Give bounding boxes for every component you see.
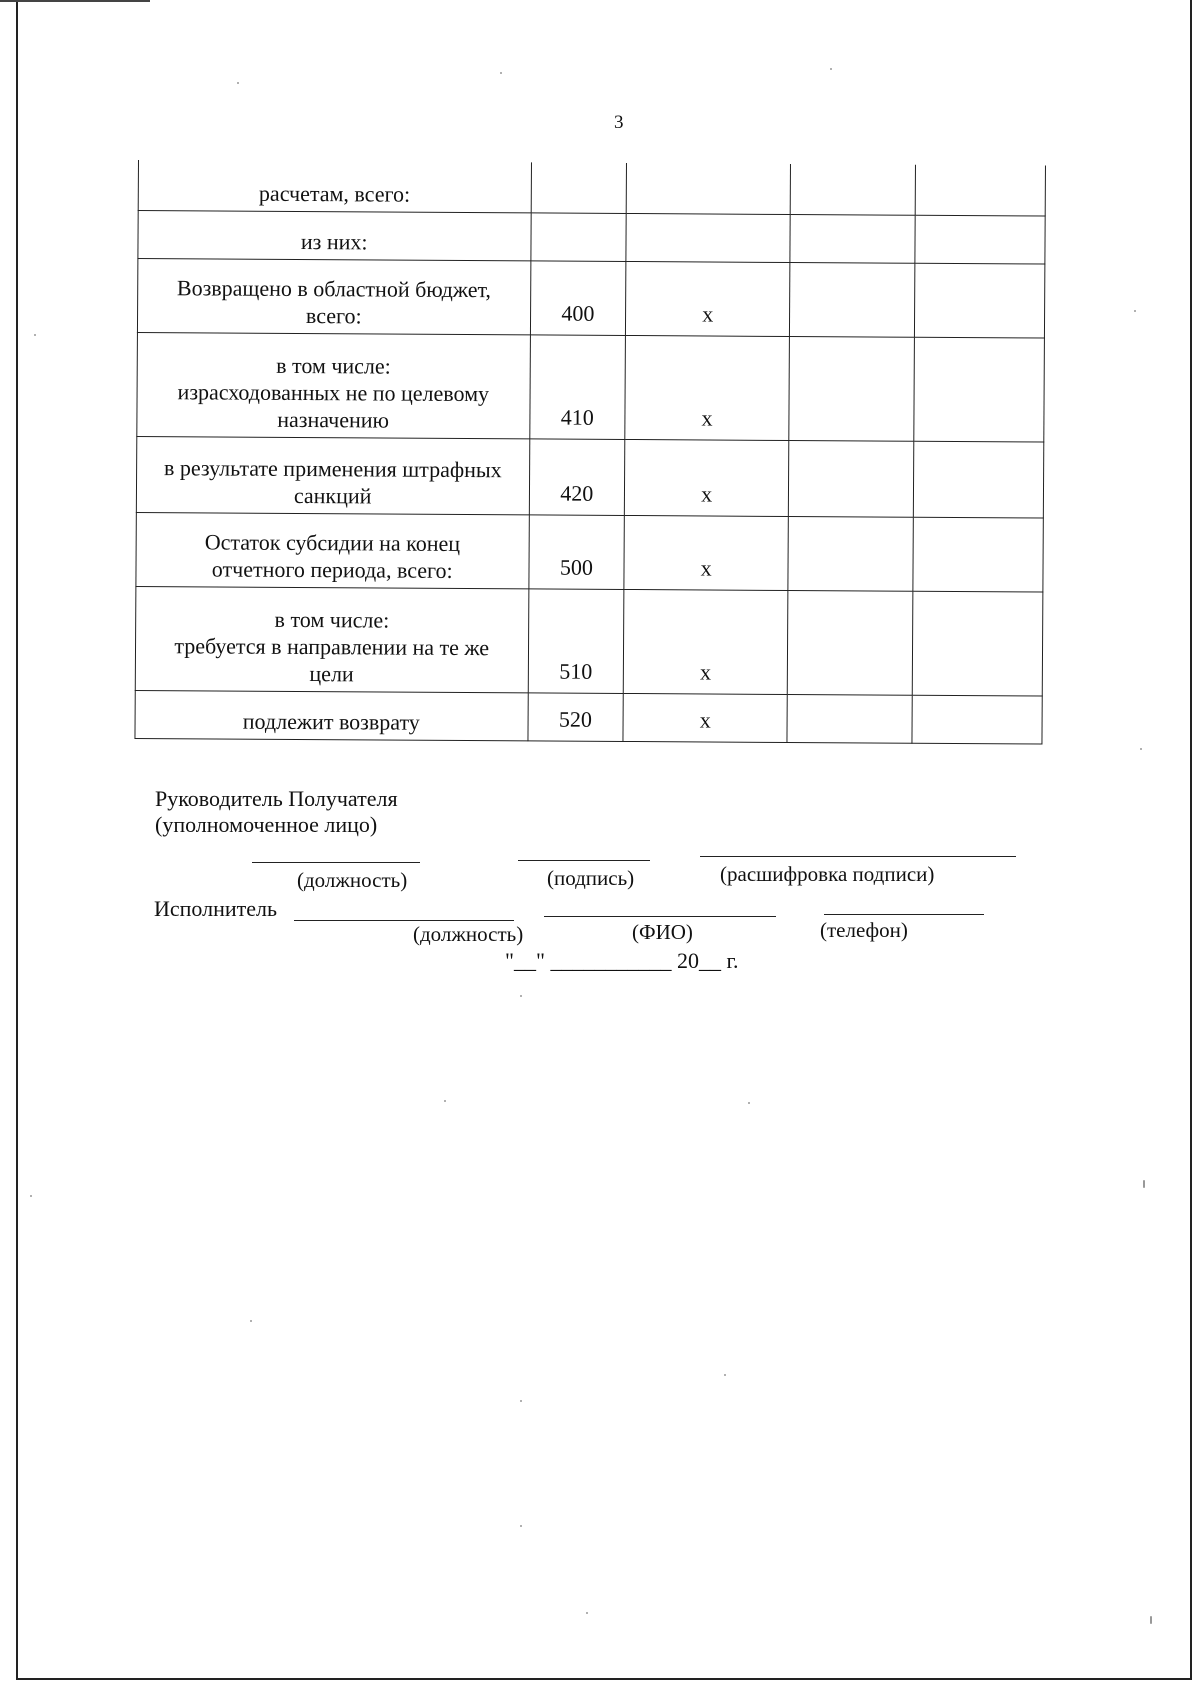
- row-empty-cell[interactable]: [790, 262, 915, 337]
- row-code: 520: [527, 692, 623, 741]
- scan-speck: [30, 1195, 32, 1197]
- table-row: [138, 210, 1045, 264]
- row-code: 420: [529, 438, 625, 515]
- row-label-line: израсходованных не по целевому: [177, 378, 490, 406]
- scan-speck: [1143, 1180, 1145, 1188]
- row-label-line: Возвращено в областной бюджет,: [176, 274, 492, 302]
- row-label-line: в результате применения штрафных: [163, 454, 502, 482]
- row-empty-cell[interactable]: [913, 441, 1044, 518]
- scan-speck: [34, 334, 36, 336]
- row-label: [137, 332, 530, 438]
- row-empty-cell[interactable]: [913, 337, 1044, 442]
- head-title: [155, 786, 398, 838]
- row-empty-cell[interactable]: [790, 164, 915, 215]
- scan-speck: [237, 82, 239, 84]
- row-empty-cell[interactable]: [789, 336, 914, 441]
- scan-speck: [520, 1525, 522, 1527]
- row-empty-cell[interactable]: [914, 263, 1045, 338]
- table-row: [136, 512, 1043, 592]
- row-label: [138, 210, 531, 260]
- row-label-line: из них:: [300, 228, 368, 254]
- row-empty-cell[interactable]: [912, 591, 1043, 696]
- row-label: [136, 436, 529, 514]
- row-code: 500: [528, 514, 624, 589]
- table-row: [138, 160, 1045, 216]
- executor-position-line[interactable]: [294, 920, 514, 921]
- scan-speck: [444, 1100, 446, 1102]
- scan-speck: [724, 1374, 726, 1376]
- row-label: [136, 512, 529, 588]
- signature-line[interactable]: [518, 860, 650, 861]
- executor-caption-phone: (телефон): [820, 918, 908, 942]
- row-code: 400: [530, 260, 626, 335]
- row-empty-cell[interactable]: [915, 165, 1046, 216]
- row-label-line: отчетного периода, всего:: [211, 555, 453, 583]
- row-label-line: цели: [309, 660, 354, 686]
- position-line[interactable]: [252, 862, 420, 863]
- row-code: 510: [528, 588, 624, 693]
- row-label-line: Остаток субсидии на конец: [204, 528, 461, 556]
- row-mark: [626, 213, 790, 262]
- row-label-line: санкций: [293, 482, 372, 508]
- row-mark: x: [623, 693, 787, 742]
- executor-caption-position: (должность): [413, 922, 524, 946]
- scan-speck: [520, 1400, 522, 1402]
- row-label: [135, 690, 528, 740]
- caption-signature: (подпись): [547, 866, 635, 890]
- executor-name-line[interactable]: [544, 916, 776, 917]
- decoding-line[interactable]: [700, 856, 1016, 857]
- row-mark: [626, 163, 790, 214]
- scan-speck: [500, 72, 502, 74]
- row-label: [138, 160, 531, 212]
- scan-speck: [1140, 748, 1142, 750]
- row-code: [530, 212, 626, 261]
- head-title-line1: Руководитель Получателя: [155, 786, 398, 811]
- scan-speck: [830, 68, 832, 70]
- row-empty-cell[interactable]: [788, 516, 913, 591]
- row-label-line: требуется в направлении на те же: [174, 632, 490, 660]
- page-number: 3: [614, 112, 624, 133]
- executor-caption-name: (ФИО): [632, 920, 693, 944]
- table-row: [137, 332, 1045, 442]
- row-empty-cell[interactable]: [787, 694, 912, 743]
- head-title-line2: (уполномоченное лицо): [155, 812, 378, 837]
- table-row: [135, 586, 1043, 696]
- row-label-line: подлежит возврату: [242, 708, 420, 735]
- caption-decoding: (расшифровка подписи): [720, 862, 935, 886]
- row-label-line: назначению: [277, 406, 390, 433]
- row-empty-cell[interactable]: [787, 590, 912, 695]
- executor-phone-line[interactable]: [824, 914, 984, 915]
- page-border-top: [0, 0, 150, 2]
- table-row: [136, 436, 1043, 518]
- row-mark: x: [625, 439, 789, 516]
- row-mark: x: [626, 261, 790, 336]
- row-code: 410: [529, 334, 625, 439]
- row-empty-cell[interactable]: [912, 695, 1043, 744]
- row-label-line: всего:: [305, 302, 362, 328]
- row-label-line: в том числе:: [276, 352, 391, 379]
- table-row: [135, 690, 1042, 744]
- table-body: [135, 160, 1046, 744]
- date-line[interactable]: "__" ___________ 20__ г.: [505, 948, 739, 973]
- row-empty-cell[interactable]: [914, 215, 1045, 264]
- executor-label: Исполнитель: [154, 896, 278, 921]
- row-empty-cell[interactable]: [790, 214, 915, 263]
- row-code: [531, 162, 627, 213]
- scan-speck: [1150, 1616, 1152, 1624]
- scan-speck: [250, 1320, 252, 1322]
- scan-speck: [748, 1102, 750, 1104]
- row-mark: x: [624, 515, 788, 590]
- row-mark: x: [623, 589, 788, 694]
- scan-speck: [586, 1612, 588, 1614]
- report-table: [134, 160, 1046, 744]
- row-label-line: расчетам, всего:: [258, 180, 411, 207]
- table-row: [137, 258, 1044, 338]
- row-label: [135, 586, 528, 692]
- row-label: [137, 258, 530, 334]
- scan-speck: [1134, 310, 1136, 312]
- caption-position: (должность): [297, 868, 408, 892]
- row-label-line: в том числе:: [274, 606, 390, 633]
- scan-speck: [520, 995, 522, 997]
- row-mark: x: [625, 335, 790, 440]
- row-empty-cell[interactable]: [912, 517, 1043, 592]
- row-empty-cell[interactable]: [788, 440, 913, 517]
